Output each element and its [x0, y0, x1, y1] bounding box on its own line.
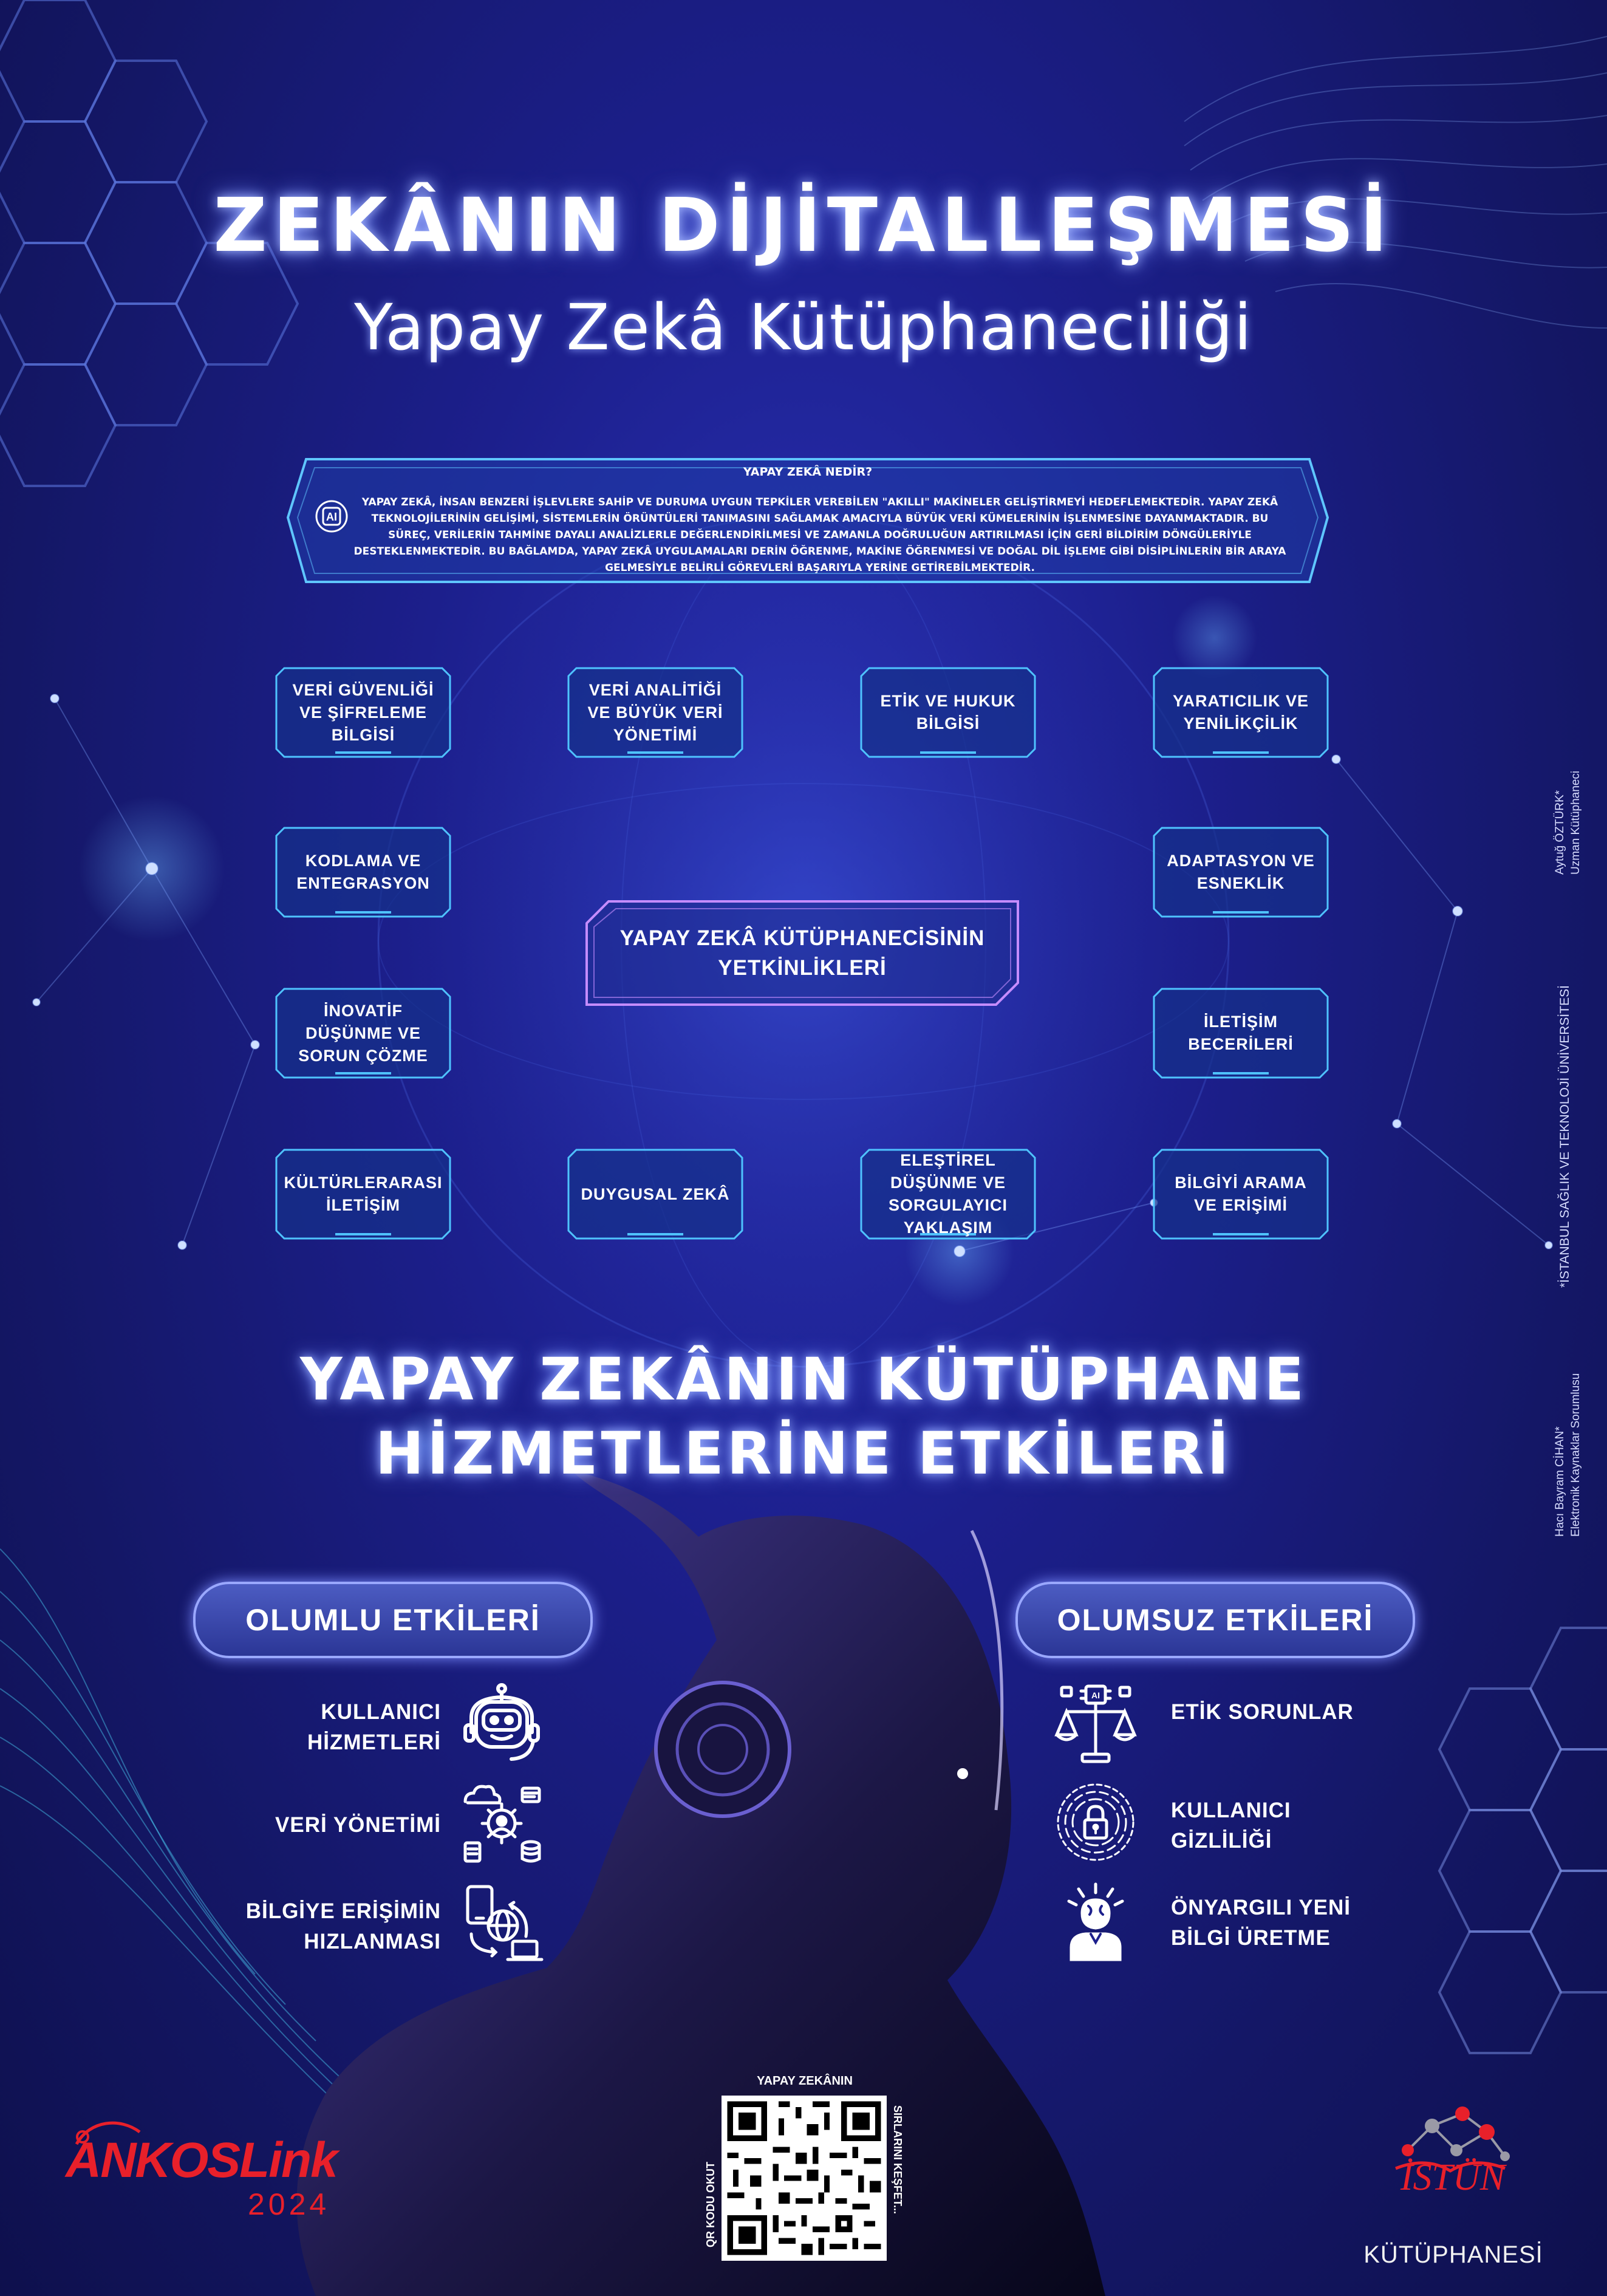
- ankoslink-swoosh-icon: [72, 2114, 145, 2150]
- competency-label: İLETİŞİM BECERİLERİ: [1188, 1013, 1294, 1053]
- competency-box: [275, 1148, 452, 1240]
- svg-text:AI: AI: [1091, 1690, 1100, 1700]
- competency-box: [1152, 987, 1329, 1079]
- competency-box: [1152, 1148, 1329, 1240]
- data-gear-icon: [459, 1780, 544, 1865]
- competency-label: YARATICILIK VE YENİLİKÇİLİK: [1172, 692, 1309, 733]
- competency-box: [859, 1148, 1037, 1240]
- competency-label: VERİ GÜVENLİĞİ VE ŞİFRELEME BİLGİSİ: [292, 680, 434, 744]
- competency-box: [859, 666, 1037, 759]
- competency-label: İNOVATİF DÜŞÜNME VE SORUN ÇÖZME: [298, 1001, 428, 1065]
- author-role-2: Elektronik Kaynaklar Sorumlusu: [1569, 1373, 1582, 1537]
- positive-item-label: VERİ YÖNETİMİ: [275, 1813, 441, 1837]
- robot-headset-icon: [459, 1681, 544, 1766]
- ankoslink-year: 2024: [248, 2187, 330, 2221]
- competency-label: BİLGİYİ ARAMA VE ERİŞİMİ: [1175, 1174, 1307, 1214]
- ai-scale-icon: [1053, 1681, 1138, 1766]
- competency-label: KODLAMA VE ENTEGRASYON: [296, 852, 430, 892]
- intro-body: YAPAY ZEKÂ, İNSAN BENZERİ İŞLEVLERE SAHİP VE DURUMA UYGUN TEPKİLER VEREBİLEN "AKILLI" MAKİNELER GELİŞTİRMEYİ HEDEFLEMEKTEDİR. YAPAY ZEKÂ TEKNOLOJİLERİNİN GELİŞİMİ, SİSTEMLERİN ÖRÜNTÜLERİ TANIMASINI SAĞLAMAK AMACIYLA BÜYÜK VERİ KÜMELERİNİN İŞLENMESİNE DAYANMAKTADIR. BU SÜREÇ, VERİLERİN TAHMİNE DAYALI ANALİZLERLE DEĞERLENDİRİLMESİ VE ZAMANLA DOĞRULUĞUN ARTIRILMASI İÇİN GERİ BİLDİRİM DÖNGÜLERİYLE DESTEKLENMEKTEDİR. BU BAĞLAMDA, YAPAY ZEKÂ UYGULAMALARI DERİN ÖĞRENME, MAKİNE ÖĞRENMESİ VE DOĞAL DİL İŞLEME GİBİ DİSİPLİNLERİN BİR ARAYA GELMESİYLE BELİRLİ GÖREVLERİ BAŞARIYLA YERİNE GETİREBİLMEKTEDİR.: [353, 496, 1286, 574]
- devices-globe-icon: [459, 1883, 544, 1968]
- author-name-1: Aytuğ ÖZTÜRK*: [1554, 790, 1566, 875]
- ai-chip-text: AI: [326, 511, 337, 523]
- author-role-1: Uzman Kütüphaneci: [1569, 770, 1582, 875]
- author-credit-2: [1552, 1373, 1584, 1537]
- competency-box: [1152, 666, 1329, 759]
- competency-box: [275, 666, 452, 759]
- competencies-center-label: YAPAY ZEKÂ KÜTÜPHANECİSİNİN YETKİNLİKLERİ: [619, 926, 985, 980]
- competency-label: ETİK VE HUKUK BİLGİSİ: [880, 692, 1016, 733]
- competency-box: [567, 1148, 744, 1240]
- qr-top-text: YAPAY ZEKÂNIN: [757, 2074, 853, 2088]
- istun-logo-name: İSTÜN: [1400, 2157, 1506, 2198]
- author-name-2: Hacı Bayram CİHAN*: [1554, 1426, 1566, 1537]
- intro-heading: YAPAY ZEKÂ NEDİR?: [743, 465, 873, 479]
- competency-box: [275, 987, 452, 1079]
- qr-left-text: QR KODU OKUT: [705, 2162, 717, 2247]
- competency-label: KÜLTÜRLERARASI İLETİŞİM: [284, 1174, 443, 1214]
- effects-title-line1: YAPAY ZEKÂNIN KÜTÜPHANE: [300, 1345, 1307, 1413]
- competency-box: [1152, 826, 1329, 918]
- effects-title-line2: HİZMETLERİNE ETKİLERİ: [375, 1420, 1232, 1488]
- competency-box: [275, 826, 452, 918]
- competency-label: ELEŞTİREL DÜŞÜNME VE SORGULAYICI YAKLAŞIM: [888, 1151, 1008, 1237]
- competency-box: [567, 666, 744, 759]
- intro-panel: [285, 457, 1330, 584]
- istun-logo-subtitle: KÜTÜPHANESİ: [1363, 2241, 1543, 2268]
- negative-item-label: ETİK SORUNLAR: [1171, 1700, 1354, 1724]
- person-brain-icon: [1053, 1879, 1138, 1964]
- negative-item-label: KULLANICI GİZLİLİĞİ: [1171, 1799, 1291, 1853]
- negative-item-label: ÖNYARGILI YENİ BİLGİ ÜRETME: [1171, 1896, 1351, 1950]
- qr-code-pattern: [722, 2096, 887, 2261]
- page-title: ZEKÂNIN DİJİTALLEŞMESİ: [213, 182, 1394, 268]
- competency-label: VERİ ANALİTİĞİ VE BÜYÜK VERİ YÖNETİMİ: [587, 680, 723, 744]
- competencies-center-box: [584, 899, 1020, 1007]
- competency-label: ADAPTASYON VE ESNEKLİK: [1167, 852, 1315, 892]
- positive-effects-pill: OLUMLU ETKİLERİ: [193, 1582, 593, 1658]
- positive-item-label: KULLANICI HİZMETLERİ: [307, 1700, 441, 1754]
- author-institution: *İSTANBUL SAĞLIK VE TEKNOLOJİ ÜNİVERSİTESİ: [1558, 985, 1572, 1288]
- positive-item-label: BİLGİYE ERİŞİMİN HIZLANMASI: [245, 1899, 441, 1953]
- author-credit-1: [1552, 771, 1584, 875]
- ankoslink-logo: ANKOSLink: [66, 2133, 337, 2188]
- ai-chip-icon: [315, 499, 349, 533]
- qr-right-text: SIRLARINI KEŞFET...: [892, 2105, 904, 2215]
- negative-effects-pill: OLUMSUZ ETKİLERİ: [1015, 1582, 1415, 1658]
- page-subtitle: Yapay Zekâ Kütüphaneciliği: [354, 290, 1253, 364]
- competency-label: DUYGUSAL ZEKÂ: [581, 1184, 730, 1203]
- qr-code[interactable]: [722, 2096, 887, 2261]
- fingerprint-lock-icon: [1053, 1780, 1138, 1865]
- effects-title: [0, 1342, 1607, 1491]
